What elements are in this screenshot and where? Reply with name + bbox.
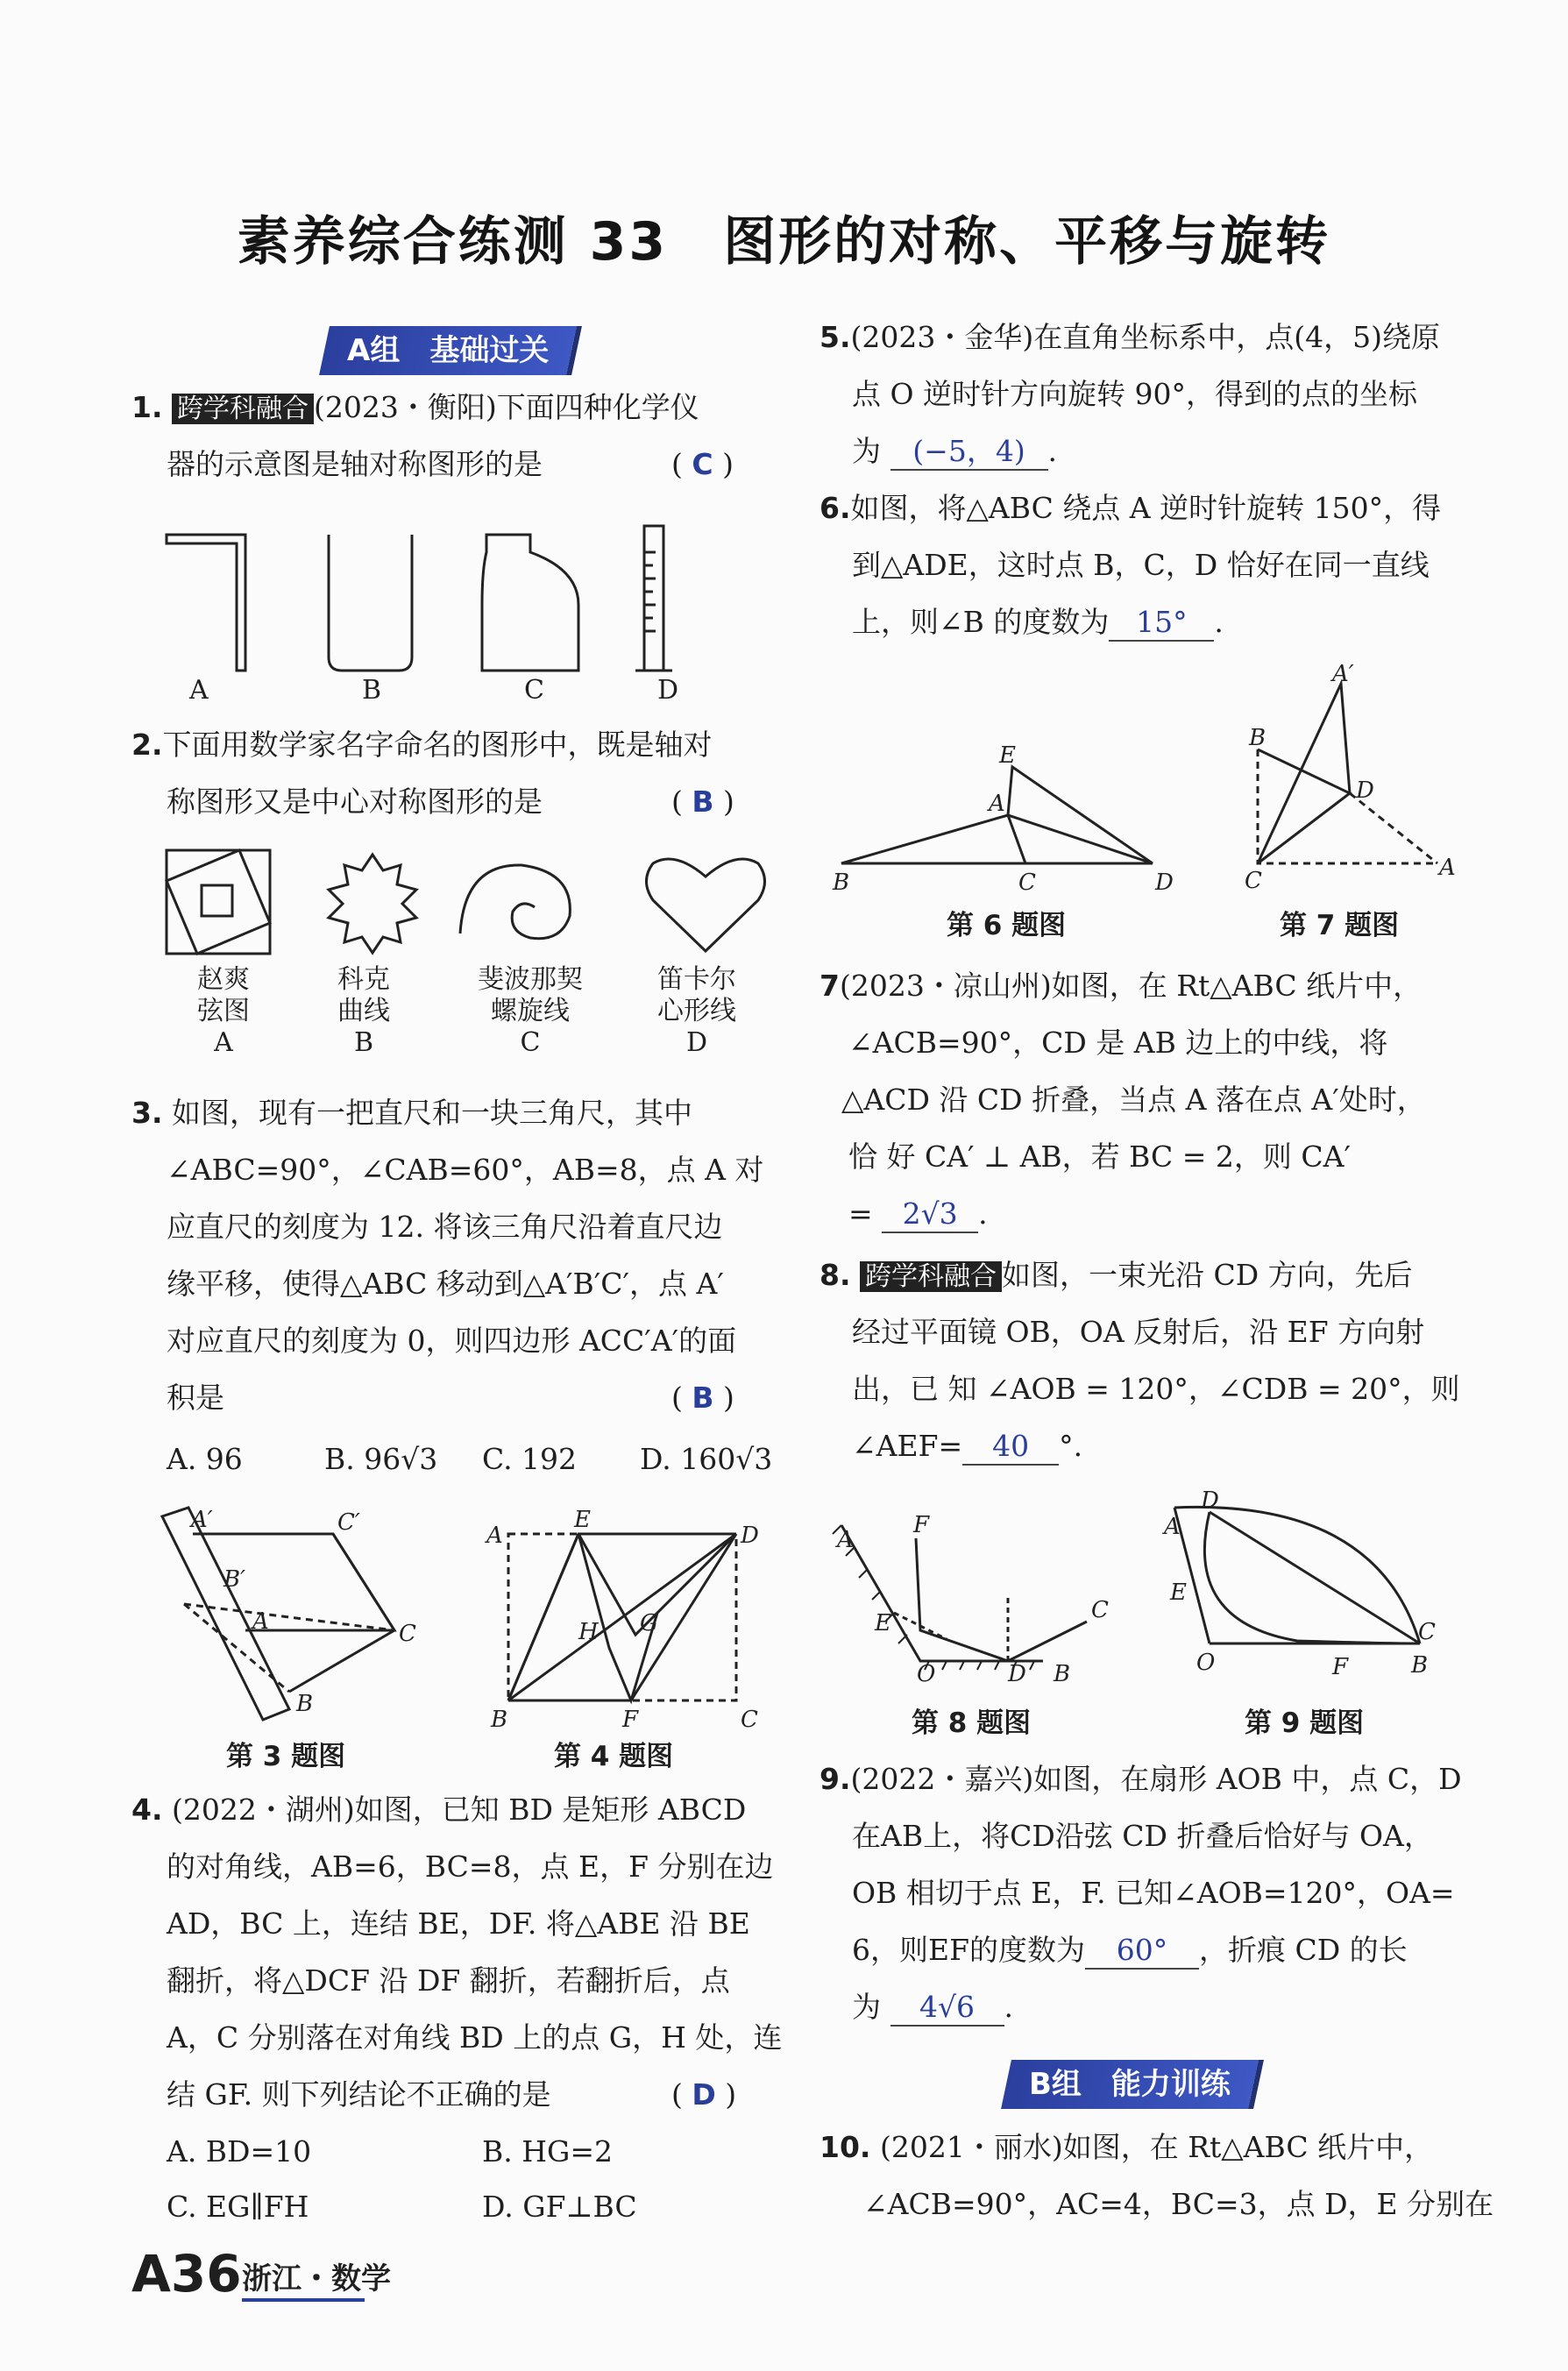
page-number: A36 <box>131 2244 242 2304</box>
q1-option-b: B <box>362 675 382 706</box>
svg-text:D: D <box>1155 870 1174 896</box>
fig3-caption: 第 3 题图 <box>226 1741 346 1772</box>
q3-line6: 积是 <box>167 1381 224 1415</box>
q1-glassware-figure <box>158 517 771 675</box>
q8-line1: 8. 跨学科融合 如图，一束光沿 CD 方向，先后 <box>819 1258 1413 1292</box>
q7-line1: 7(2023・凉山州)如图，在 Rt△ABC 纸片中， <box>819 969 1423 1003</box>
q6-line3: 上，则∠B 的度数为 15° . <box>852 605 1224 642</box>
q5-line1: 5.(2023・金华)在直角坐标系中，点(4，5)绕原 <box>819 320 1440 354</box>
svg-text:C: C <box>1418 1619 1436 1645</box>
q9-figure <box>1164 1487 1455 1683</box>
q10-line1: 10. (2021・丽水)如图，在 Rt△ABC 纸片中， <box>819 2130 1434 2164</box>
svg-text:A: A <box>1164 1514 1181 1540</box>
q3-line1: 3. 如图，现有一把直尺和一块三角尺，其中 <box>131 1096 692 1130</box>
q4-line2: 的对角线，AB=6，BC=8，点 E，F 分别在边 <box>167 1849 774 1884</box>
svg-text:E: E <box>1170 1579 1187 1606</box>
q2-option-a: 赵爽 弦图 A <box>197 964 250 1058</box>
svg-text:A: A <box>989 791 1005 817</box>
q9-line2: 在AB上，将CD沿弦 CD 折叠后恰好与 OA， <box>852 1819 1433 1853</box>
svg-text:F: F <box>913 1512 930 1538</box>
svg-text:A′: A′ <box>1332 661 1354 687</box>
q1-line1: 1. 跨学科融合 (2023・衡阳)下面四种化学仪 <box>131 390 699 424</box>
q3-line2: ∠ABC=90°，∠CAB=60°，AB=8，点 A 对 <box>167 1153 764 1187</box>
q5-answer: (−5，4) <box>890 434 1048 471</box>
q9-answer-1: 60° <box>1085 1933 1199 1970</box>
q8-line2: 经过平面镜 OB，OA 反射后，沿 EF 方向射 <box>852 1315 1425 1349</box>
q7-line2: ∠ACB=90°，CD 是 AB 边上的中线，将 <box>848 1026 1388 1060</box>
svg-text:D: D <box>741 1523 759 1549</box>
q4-option-c: C. EG∥FH <box>167 2190 309 2224</box>
q2-option-b: 科克 曲线 B <box>337 964 390 1058</box>
fig7-caption: 第 7 题图 <box>1280 910 1400 941</box>
book-label: 浙江・数学 <box>242 2261 391 2296</box>
q3-line3: 应直尺的刻度为 12. 将该三角尺沿着直尺边 <box>167 1210 723 1244</box>
q4-option-a: A. BD=10 <box>167 2134 312 2169</box>
svg-text:C: C <box>1091 1597 1109 1623</box>
q6-line2: 到△ADE，这时点 B，C，D 恰好在同一直线 <box>852 548 1430 582</box>
svg-text:C: C <box>1245 868 1262 894</box>
q4-line5: A，C 分别落在对角线 BD 上的点 G，H 处，连 <box>167 2020 783 2055</box>
svg-text:F: F <box>622 1707 639 1733</box>
footer-rule <box>242 2298 365 2302</box>
svg-text:B: B <box>296 1691 314 1717</box>
q9-line4: 6，则EF的度数为 60° ，折痕 CD 的长 <box>852 1933 1408 1970</box>
fig6-caption: 第 6 题图 <box>947 910 1067 941</box>
svg-text:C: C <box>399 1621 416 1647</box>
q3-line5: 对应直尺的刻度为 0，则四边形 ACC′A′的面 <box>167 1324 737 1358</box>
svg-text:B: B <box>491 1707 508 1733</box>
svg-text:H: H <box>578 1619 599 1645</box>
svg-text:B: B <box>833 870 850 896</box>
q9-line5: 为 4√6 . <box>852 1990 1013 2027</box>
svg-text:B: B <box>1249 725 1266 751</box>
group-b-badge: B组 能力训练 <box>1001 2060 1259 2109</box>
q2-shapes-figure <box>162 846 767 960</box>
svg-text:A: A <box>837 1527 854 1553</box>
svg-text:A: A <box>486 1523 503 1549</box>
svg-text:B: B <box>1411 1652 1429 1679</box>
q7-line5: = 2√3 . <box>848 1196 988 1233</box>
q3-option-c: C. 192 <box>482 1442 578 1476</box>
svg-text:A: A <box>252 1608 269 1635</box>
svg-text:B′: B′ <box>223 1566 246 1593</box>
svg-text:B: B <box>1054 1661 1071 1687</box>
q7-answer: 2√3 <box>882 1196 978 1233</box>
q4-answer: ( D ) <box>671 2077 737 2112</box>
q4-line3: AD，BC 上，连结 BE，DF. 将△ABE 沿 BE <box>167 1906 750 1941</box>
q7-figure <box>1236 661 1464 894</box>
q3-line4: 缘平移，使得△ABC 移动到△A′B′C′，点 A′ <box>167 1267 724 1301</box>
svg-text:E: E <box>875 1610 891 1636</box>
svg-text:D: D <box>1356 777 1374 804</box>
q9-answer-2: 4√6 <box>890 1990 1004 2027</box>
svg-text:O: O <box>1196 1650 1216 1676</box>
q3-answer: ( B ) <box>671 1381 734 1415</box>
svg-text:E: E <box>574 1507 591 1533</box>
q1-option-a: A <box>189 675 209 706</box>
q1-option-c: C <box>524 675 544 706</box>
q3-option-d: D. 160√3 <box>640 1442 773 1476</box>
fig8-caption: 第 8 题图 <box>912 1707 1032 1739</box>
q4-line6: 结 GF. 则下列结论不正确的是 <box>167 2077 551 2112</box>
svg-text:D: D <box>1008 1661 1026 1687</box>
q4-figure <box>482 1508 763 1736</box>
group-a-badge: A组 基础过关 <box>319 326 577 375</box>
svg-text:A: A <box>1439 855 1456 881</box>
page-title: 素养综合练测 33 图形的对称、平移与旋转 <box>237 211 1331 273</box>
svg-text:C: C <box>1018 870 1036 896</box>
q5-line3: 为 (−5，4) . <box>852 434 1057 471</box>
q3-option-b: B. 96√3 <box>324 1442 438 1476</box>
svg-text:G: G <box>640 1610 658 1636</box>
q2-line1: 2.下面用数学家名字命名的图形中，既是轴对 <box>131 728 713 762</box>
svg-text:D: D <box>1201 1487 1219 1514</box>
q4-option-b: B. HG=2 <box>482 2134 614 2169</box>
svg-text:O: O <box>917 1661 936 1687</box>
q6-line1: 6.如图，将△ABC 绕点 A 逆时针旋转 150°，得 <box>819 491 1442 525</box>
q4-line1: 4. (2022・湖州)如图，已知 BD 是矩形 ABCD <box>131 1792 747 1827</box>
cross-subject-tag: 跨学科融合 <box>172 394 314 424</box>
q5-line2: 点 O 逆时针方向旋转 90°，得到的点的坐标 <box>852 377 1418 411</box>
q3-figure <box>149 1490 438 1736</box>
q8-answer: 40 <box>962 1429 1059 1466</box>
q8-line4: ∠AEF= 40 °. <box>852 1429 1082 1466</box>
q8-figure <box>833 1508 1122 1687</box>
q6-answer: 15° <box>1109 605 1214 642</box>
cross-subject-tag-2: 跨学科融合 <box>860 1261 1002 1292</box>
q4-line4: 翻折，将△DCF 沿 DF 翻折，若翻折后，点 <box>167 1963 730 1998</box>
q2-option-d: 笛卡尔 心形线 D <box>657 964 736 1058</box>
svg-text:A′: A′ <box>191 1507 213 1533</box>
svg-text:F: F <box>1332 1654 1349 1680</box>
q8-line3: 出，已 知 ∠AOB = 120°，∠CDB = 20°，则 <box>852 1372 1460 1406</box>
q2-line2: 称图形又是中心对称图形的是 <box>167 784 543 819</box>
q9-line1: 9.(2022・嘉兴)如图，在扇形 AOB 中，点 C，D <box>819 1762 1462 1796</box>
q7-line3: △ACD 沿 CD 折叠，当点 A 落在点 A′处时， <box>841 1083 1426 1117</box>
svg-text:E: E <box>999 742 1016 769</box>
q1-option-d: D <box>657 675 679 706</box>
svg-text:C: C <box>741 1707 758 1733</box>
fig9-caption: 第 9 题图 <box>1245 1707 1365 1739</box>
q2-answer: ( B ) <box>671 784 734 819</box>
q10-line2: ∠ACB=90°，AC=4，BC=3，点 D，E 分别在 <box>863 2187 1494 2221</box>
q3-option-a: A. 96 <box>167 1442 243 1476</box>
q1-answer: ( C ) <box>671 447 734 481</box>
q6-figure <box>824 728 1192 894</box>
q2-option-c: 斐波那契 螺旋线 C <box>478 964 583 1058</box>
q4-option-d: D. GF⊥BC <box>482 2190 637 2224</box>
q1-line2: 器的示意图是轴对称图形的是 <box>167 447 543 481</box>
q9-line3: OB 相切于点 E，F. 已知∠AOB=120°，OA= <box>852 1876 1455 1910</box>
svg-text:C′: C′ <box>337 1509 360 1536</box>
q7-line4: 恰 好 CA′ ⊥ AB，若 BC = 2，则 CA′ <box>848 1139 1351 1174</box>
fig4-caption: 第 4 题图 <box>554 1741 674 1772</box>
